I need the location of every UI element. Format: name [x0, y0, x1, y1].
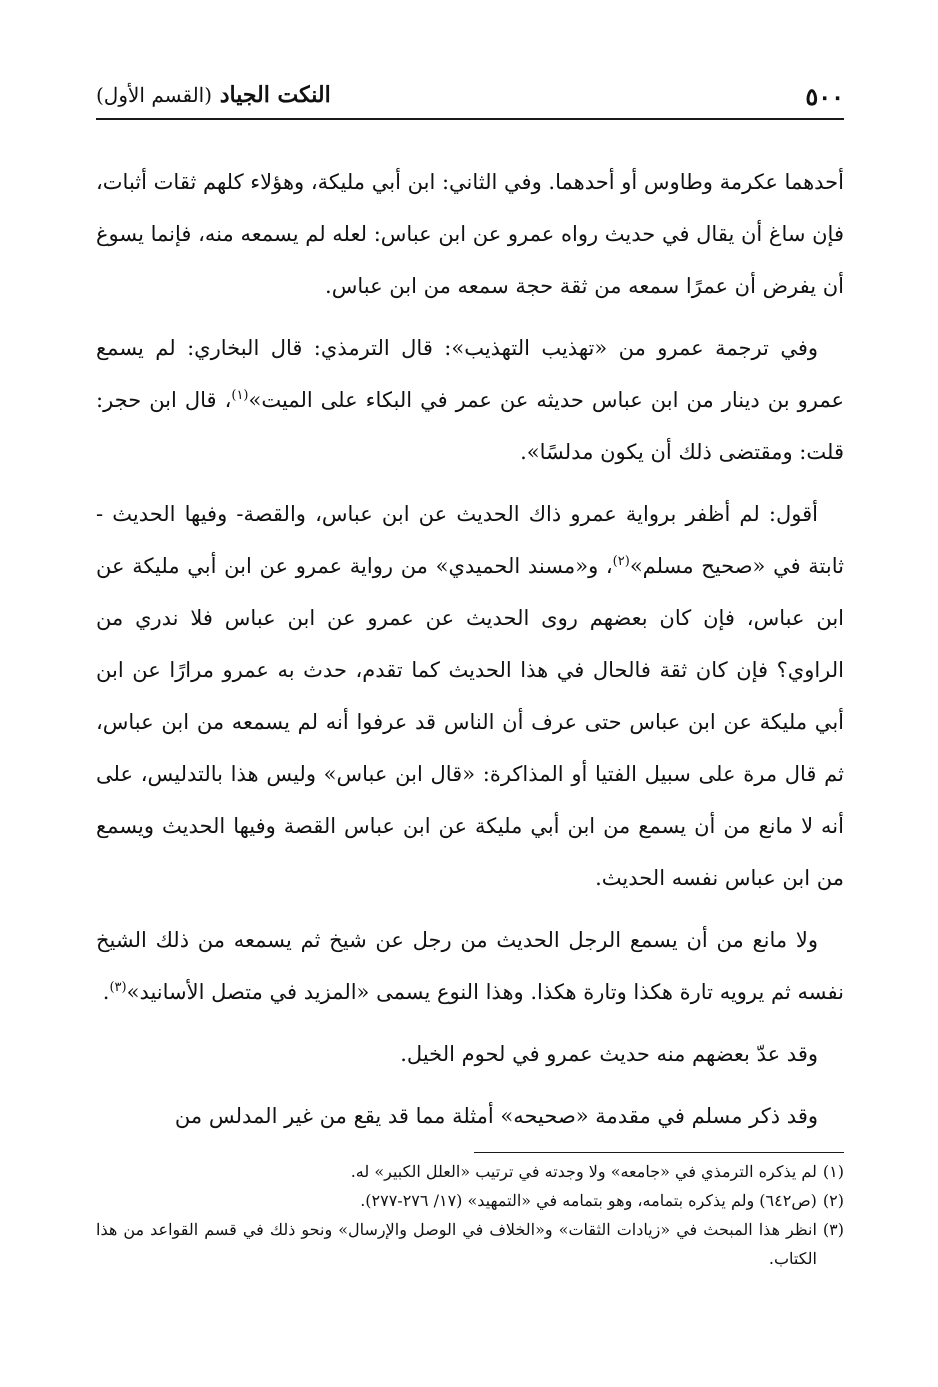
running-header [96, 78, 844, 120]
main-text [96, 156, 844, 1142]
paragraph-text: ، قال ابن حجر: قلت: ومقتضى ذلك أن يكون مدلسًا». [96, 388, 844, 464]
footnote-item [96, 1157, 844, 1186]
paragraph-text: ولا مانع من أن يسمع الرجل الحديث من رجل عن شيخ ثم يسمعه من ذلك الشيخ نفسه ثم يرويه تارة هكذا وتارة هكذا. وهذا النوع يسمى «المزيد في متصل الأسانيد» [96, 928, 844, 1004]
footnote-ref: (٣) [109, 980, 127, 995]
running-title [96, 82, 331, 108]
footnote-item [96, 1215, 844, 1273]
paragraph: وقد ذكر مسلم في مقدمة «صحيحه» أمثلة مما قد يقع من غير المدلس من [174, 1104, 818, 1128]
footnote-number: (٢) [822, 1191, 844, 1210]
part-label: (القسم الأول) [96, 83, 213, 107]
footnote-separator [474, 1152, 844, 1153]
footnote-number: (١) [822, 1162, 844, 1181]
footnote-text: لم يذكره الترمذي في «جامعه» ولا وجدته في ترتيب «العلل الكبير» له. [350, 1162, 817, 1181]
footnote-item [96, 1186, 844, 1215]
footnote-ref: (٢) [612, 554, 630, 569]
paragraph: وقد عدّ بعضهم منه حديث عمرو في لحوم الخيل. [400, 1042, 818, 1066]
paragraph [96, 488, 844, 904]
paragraph-text: أقول: لم أظفر برواية عمرو ذاك الحديث عن ابن عباس، والقصة- وفيها الحديث - ثابتة في «صحيح مسلم» [96, 502, 844, 578]
footnote-number: (٣) [822, 1220, 844, 1239]
paragraph-text: . [102, 980, 110, 1004]
footnote-ref: (١) [231, 388, 249, 403]
paragraph-text: وفي ترجمة عمرو من «تهذيب التهذيب»: قال الترمذي: قال البخاري: لم يسمع عمرو بن دينار من ابن عباس حديثه عن عمر في البكاء على الميت» [96, 336, 844, 412]
paragraph-text: ، و«مسند الحميدي» من رواية عمرو عن ابن أبي مليكة عن ابن عباس، فإن كان بعضهم روى الحديث عن عمرو عن ابن عباس فلا ندري من الراوي؟ فإن كان ثقة فالحال في هذا الحديث كما تقدم، حدث به عمرو مرارًا عن ابن أبي مليكة عن ابن عباس حتى عرف أن الناس قد عرفوا أنه لم يسمعه من ابن عباس، ثم قال مرة على سبيل الفتيا أو المذاكرة: «قال ابن عباس» وليس هذا بالتدليس، على أنه لا مانع من أن يسمع من ابن أبي مليكة عن ابن عباس القصة وفيها الحديث ويسمع من ابن عباس نفسه الحديث. [96, 554, 844, 890]
paragraph: أحدهما عكرمة وطاوس أو أحدهما. وفي الثاني: ابن أبي مليكة، وهؤلاء كلهم ثقات أثبات، فإن ساغ أن يقال في حديث رواه عمرو عن ابن عباس: لعله لم يسمعه منه، فإنما يسوغ أن يفرض أن عمرًا سمعه من ثقة حجة سمعه من ابن عباس. [96, 170, 844, 298]
page [96, 78, 844, 1273]
paragraph [96, 914, 844, 1018]
book-title: النكت الجياد [219, 82, 331, 108]
footnote-text: انظر هذا المبحث في «زيادات الثقات» و«الخلاف في الوصل والإرسال» ونحو ذلك في قسم القواعد من هذا الكتاب. [96, 1220, 817, 1268]
paragraph [96, 322, 844, 478]
footnote-text: (ص٦٤٢) ولم يذكره بتمامه، وهو بتمامه في «التمهيد» (١٧/ ٢٧٦-٢٧٧). [360, 1191, 817, 1210]
page-number: ٥٠٠ [805, 82, 844, 111]
footnotes [96, 1157, 844, 1273]
